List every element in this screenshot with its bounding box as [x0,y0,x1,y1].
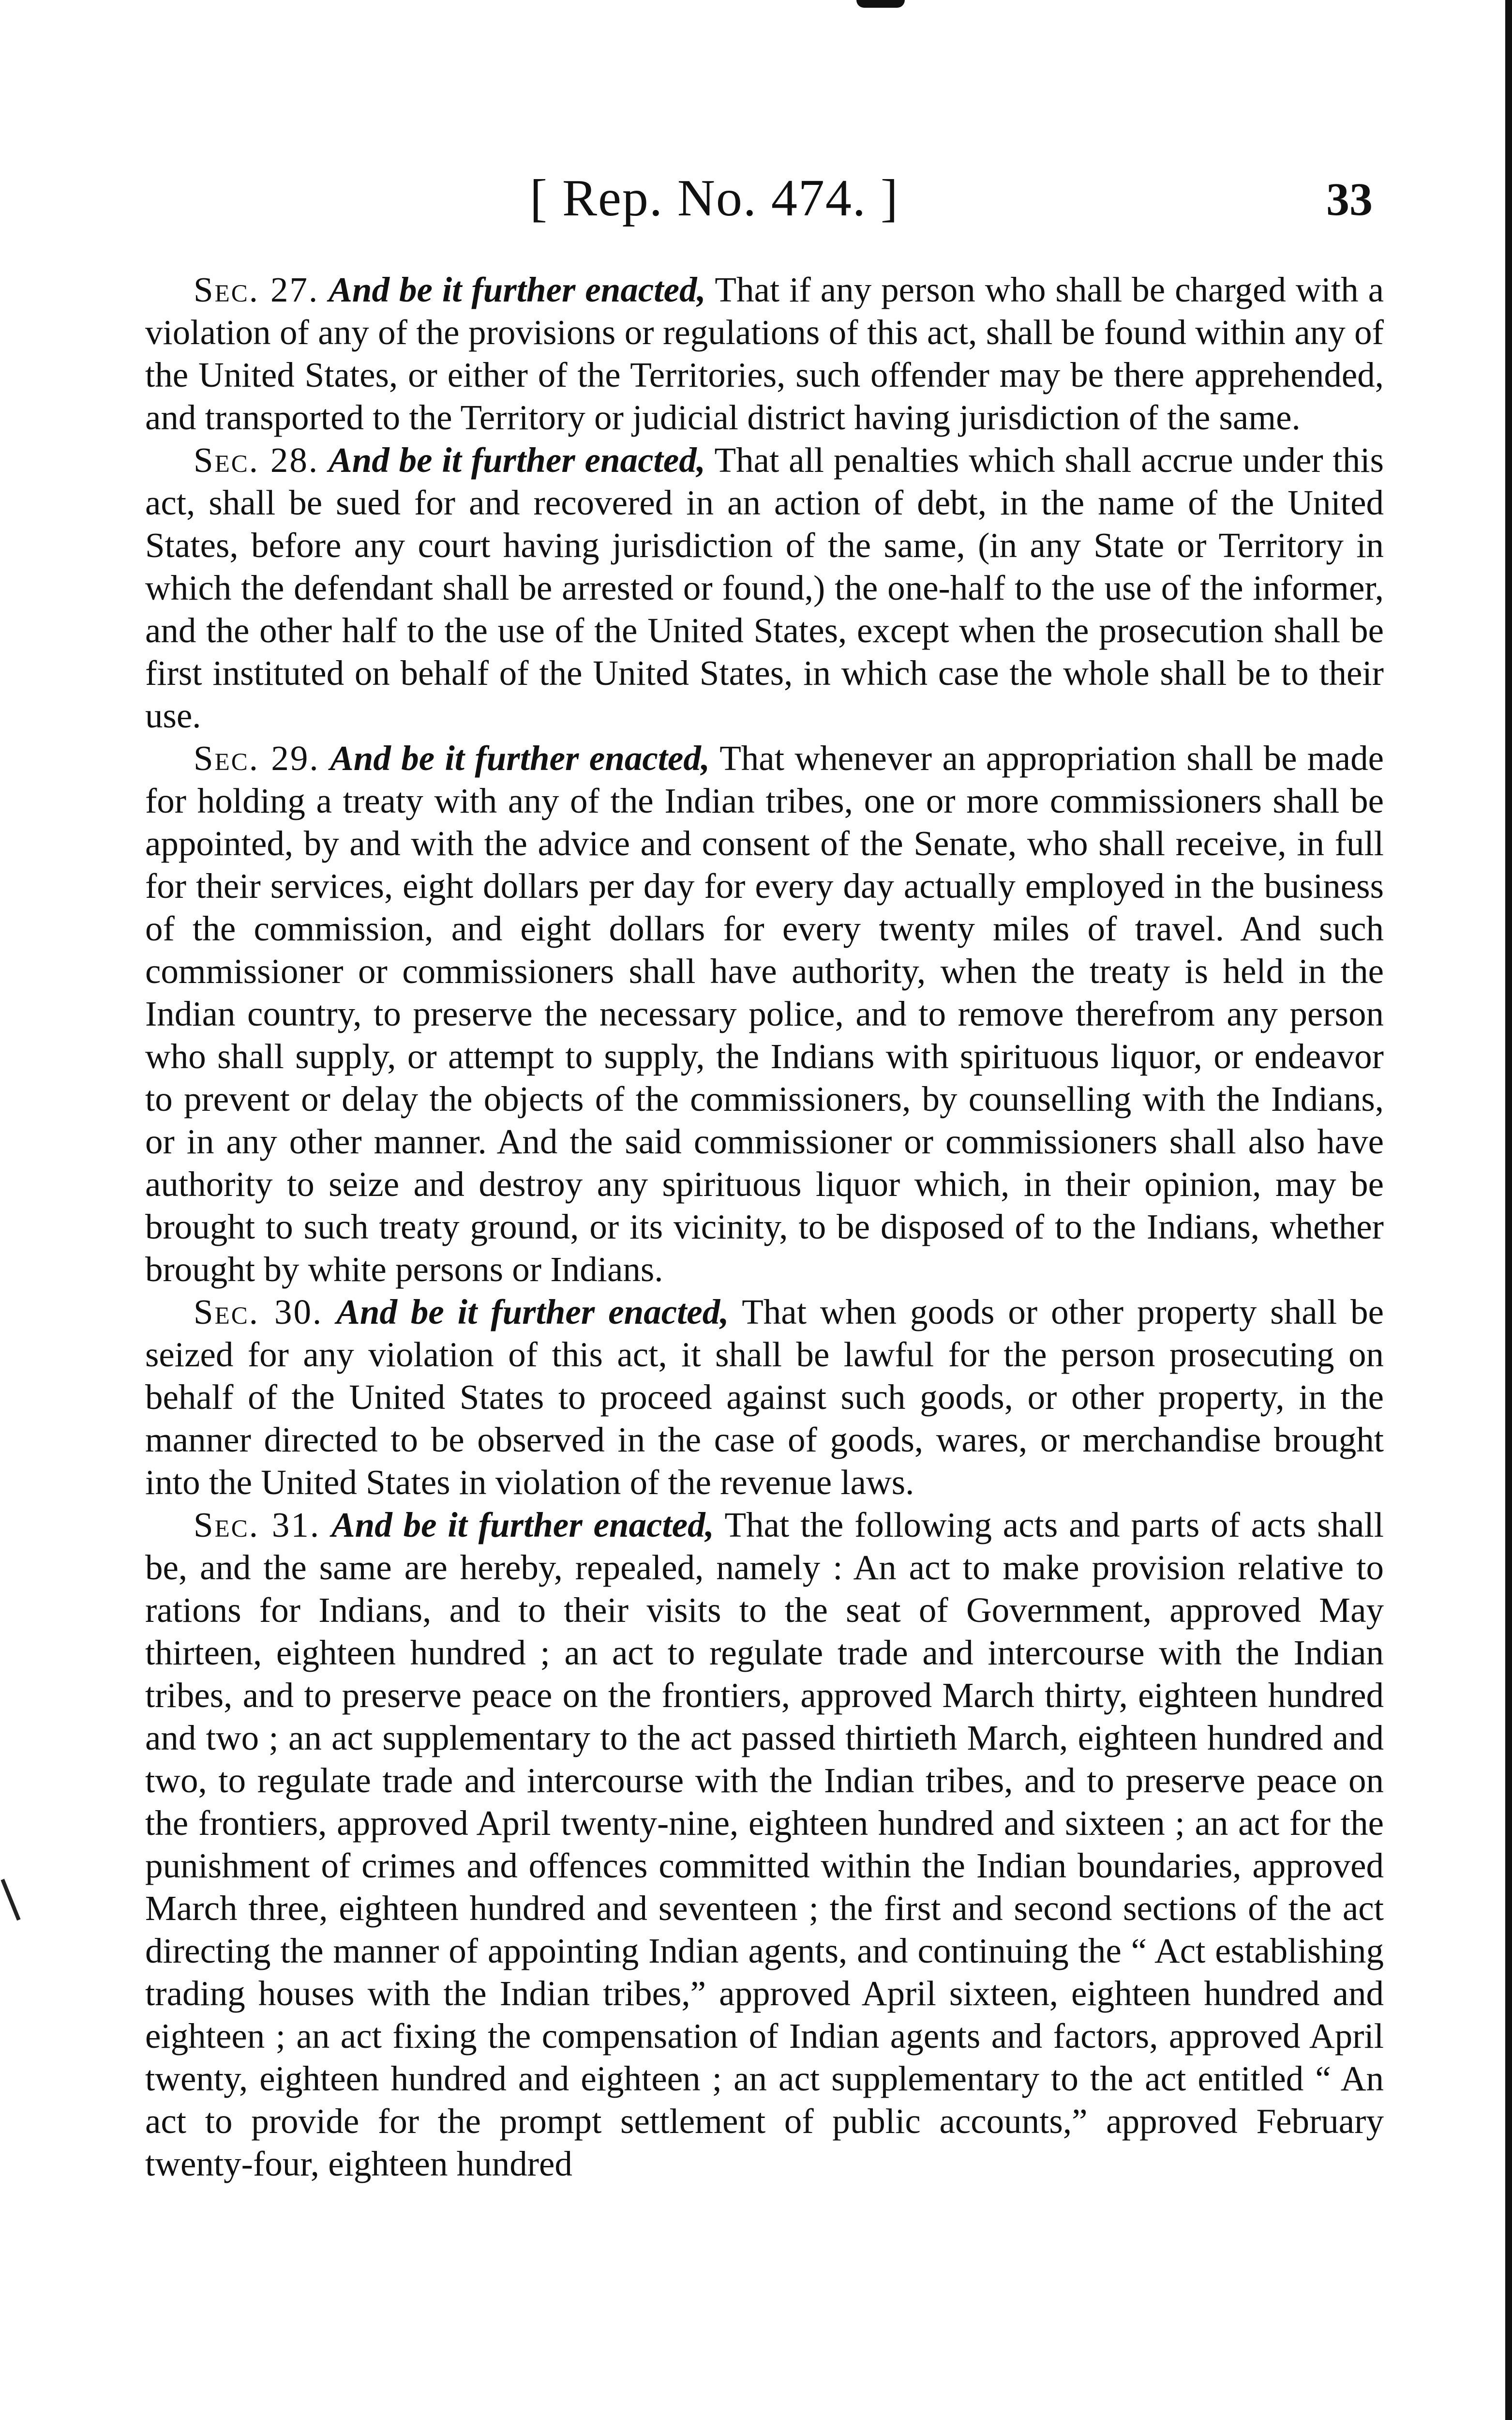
section-text: That whenever an appropriation shall be made for holding a treaty with any of the Indian tribes, one or more commissioners shall be appointed, by and with the advice and consent of the Senate, who shall receive, in full for their services, eight dollars per day for every day actually employed in the business of the commission, and eight dollars for every twenty miles of travel. And such commissioner or commissioners shall have authority, when the treaty is held in the Indian country, to preserve the necessary police, and to remove therefrom any person who shall supply, or attempt to supply, the Indians with spirituous liquor, or endeavor to prevent or delay the objects of the commissioners, by counselling with the Indians, or in any other manner. And the said commissioner or commissioners shall also have authority to seize and destroy any spirituous liquor which, in their opinion, may be brought to such treaty ground, or its vicinity, to be disposed of to the Indians, whether brought by white persons or Indians. [145,739,1384,1289]
section-label: Sec. 27. [194,270,319,309]
section-label: Sec. 30. [194,1292,323,1331]
page-header [0,160,1512,237]
enacting-phrase: And be it further enacted, [331,1505,714,1544]
section-text: That when goods or other property shall be seized for any violation of this act, it shall be lawful for the person prosecuting on behalf of the United States to proceed against such goods, or other property, in the manner directed to be observed in the case of goods, wares, or merchandise brought into the United States in violation of the revenue laws. [145,1292,1384,1502]
section-30 [145,1291,1384,1504]
section-28 [145,439,1384,737]
running-head: [ Rep. No. 474. ] [530,169,899,227]
enacting-phrase: And be it further enacted, [336,1292,729,1331]
section-text: That the following acts and parts of acts shall be, and the same are hereby, repealed, namely : An act to make provision relative to rations for Indians, and to their visits to the seat of Government, approved May thirteen, eighteen hundred ; an act to regulate trade and intercourse with the Indian tribes, and to preserve peace on the frontiers, approved March thirty, eighteen hundred and two ; an act supplementary to the act passed thirtieth March, eighteen hundred and two, to regulate trade and intercourse with the Indian tribes, and to preserve peace on the frontiers, approved April twenty-nine, eighteen hundred and sixteen ; an act for the punishment of crimes and offences committed within the Indian boundaries, approved March three, eighteen hundred and seventeen ; the first and second sections of the act directing the manner of appointing Indian agents, and continuing the “ Act establishing trading houses with the Indian tribes,” approved April sixteen, eighteen hundred and eighteen ; an act fixing the compensation of Indian agents and factors, approved April twenty, eighteen hundred and eighteen ; an act supplementary to the act entitled “ An act to provide for the prompt settlement of public accounts,” approved February twenty-four, eighteen hundred [145,1505,1384,2183]
page-number: 33 [1326,173,1373,225]
body-text [145,269,1384,2185]
margin-mark [0,1879,20,1921]
section-label: Sec. 28. [194,440,319,480]
enacting-phrase: And be it further enacted, [330,739,710,778]
enacting-phrase: And be it further enacted, [329,270,706,309]
section-label: Sec. 31. [194,1505,321,1544]
enacting-phrase: And be it further enacted, [328,440,705,480]
section-29 [145,737,1384,1291]
section-31 [145,1504,1384,2185]
section-text: That all penalties which shall accrue under this act, shall be sued for and recovered in an action of debt, in the name of the United States, before any court having jurisdiction of the same, (in any State or Territory in which the defendant shall be arrested or found,) the one-half to the use of the informer, and the other half to the use of the United States, except when the prosecution shall be first instituted on behalf of the United States, in which case the whole shall be to their use. [145,440,1384,735]
section-label: Sec. 29. [194,739,320,778]
section-text: That if any person who shall be charged with a violation of any of the provisions or regulations of this act, shall be found within any of the United States, or either of the Territories, such offender may be there apprehended, and transported to the Territory or judicial district having jurisdiction of the same. [145,270,1384,437]
page-edge-notch [856,0,905,8]
section-27 [145,269,1384,439]
